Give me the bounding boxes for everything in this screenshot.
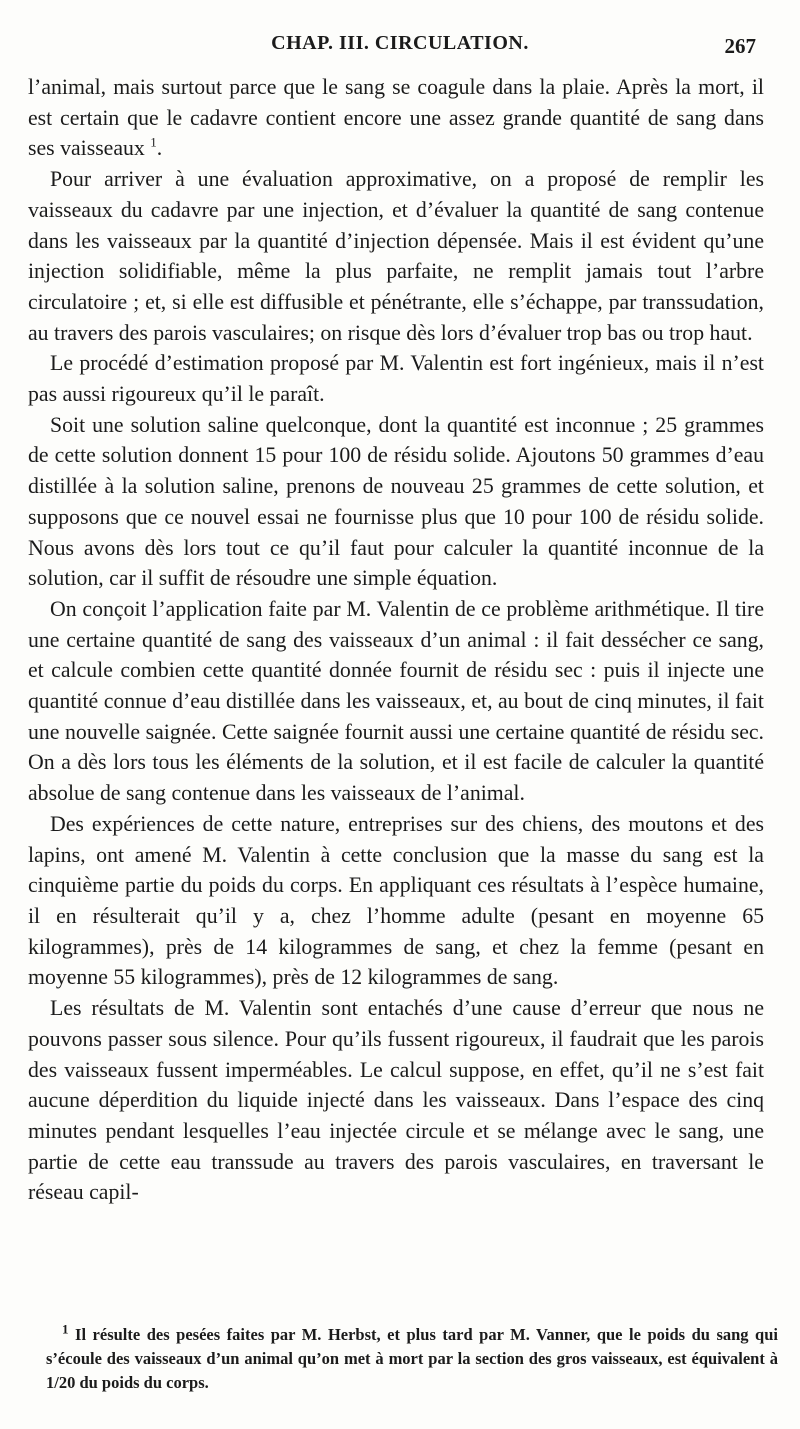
paragraph: Pour arriver à une évaluation approximative, on a proposé de remplir les vaisseaux du cadavre par une injection, et d’évaluer la quantité de sang contenue dans les vaisseaux par la quantité d’injection dépensée. Mais il est évident qu’une injection solidifiable, même la plus parfaite, ne remplit jamais tout l’arbre circulatoire ; et, si elle est diffusible et pénétrante, elle s’échappe, par transsudation, au travers des parois vasculaires; on risque dès lors d’évaluer trop bas ou trop haut. bbox=[28, 167, 764, 345]
footnote-marker: 1 bbox=[62, 1321, 69, 1337]
paragraph: Soit une solution saline quelconque, dont la quantité est inconnue ; 25 grammes de cette solution donnent 15 pour 100 de résidu solide. Ajoutons 50 grammes d’eau distillée à la solution saline, prenons de nouveau 25 grammes de cette solution, et supposons que ce nouvel essai ne fournisse plus que 10 pour 100 de résidu solide. Nous avons dès lors tout ce qu’il faut pour calculer la quantité inconnue de la solution, car il suffit de résoudre une simple équation. bbox=[28, 412, 764, 591]
body-text bbox=[28, 72, 764, 1208]
page-header bbox=[0, 30, 800, 64]
running-title: CHAP. III. CIRCULATION. bbox=[271, 32, 529, 54]
footnote-text: Il résulte des pesées faites par M. Herbst, et plus tard par M. Vanner, que le poids du sang qui s’écoule des vaisseaux d’un animal qu’on met à mort par la section des gros vaisseaux, est équivalent à 1/20 du poids du corps. bbox=[46, 1325, 778, 1392]
paragraph: Des expériences de cette nature, entreprises sur des chiens, des moutons et des lapins, ont amené M. Valentin à cette conclusion que la masse du sang est la cinquième partie du poids du corps. En appliquant ces résultats à l’espèce humaine, il en résulterait qu’il y a, chez l’homme adulte (pesant en moyenne 65 kilogrammes), près de 14 kilogrammes de sang, et chez la femme (pesant en moyenne 55 kilogrammes), près de 12 kilogrammes de sang. bbox=[28, 811, 764, 990]
footnote bbox=[46, 1323, 778, 1395]
paragraph: Le procédé d’estimation proposé par M. Valentin est fort ingénieux, mais il n’est pas aussi rigoureux qu’il le paraît. bbox=[28, 351, 764, 407]
paragraph bbox=[28, 72, 764, 164]
paragraph-text: l’animal, mais surtout parce que le sang se coagule dans la plaie. Après la mort, il est certain que le cadavre contient encore une assez grande quantité de sang dans ses vaisseaux bbox=[28, 75, 764, 161]
page-number: 267 bbox=[724, 34, 756, 58]
paragraph-tail: . bbox=[156, 136, 163, 161]
paragraph: Les résultats de M. Valentin sont entachés d’une cause d’erreur que nous ne pouvons passer sous silence. Pour qu’ils fussent rigoureux, il faudrait que les parois des vaisseaux fussent imperméables. Le calcul suppose, en effet, qu’il ne s’est fait aucune déperdition du liquide injecté dans les vaisseaux. Dans l’espace des cinq minutes pendant lesquelles l’eau injectée circule et se mélange avec le sang, une partie de cette eau transsude au travers des parois vasculaires, en traversant le réseau capil- bbox=[28, 996, 764, 1205]
footnote-reference: 1 bbox=[150, 135, 157, 151]
paragraph: On conçoit l’application faite par M. Valentin de ce problème arithmétique. Il tire une certaine quantité de sang des vaisseaux d’un animal : il fait dessécher ce sang, et calcule combien cette quantité donnée fournit de résidu sec : puis il injecte une quantité connue d’eau distillée dans les vaisseaux, et, au bout de cinq minutes, il fait une nouvelle saignée. Cette saignée fournit aussi une certaine quantité de résidu sec. On a dès lors tous les éléments de la solution, et il est facile de calculer la quantité absolue de sang contenue dans les vaisseaux de l’animal. bbox=[28, 596, 764, 806]
